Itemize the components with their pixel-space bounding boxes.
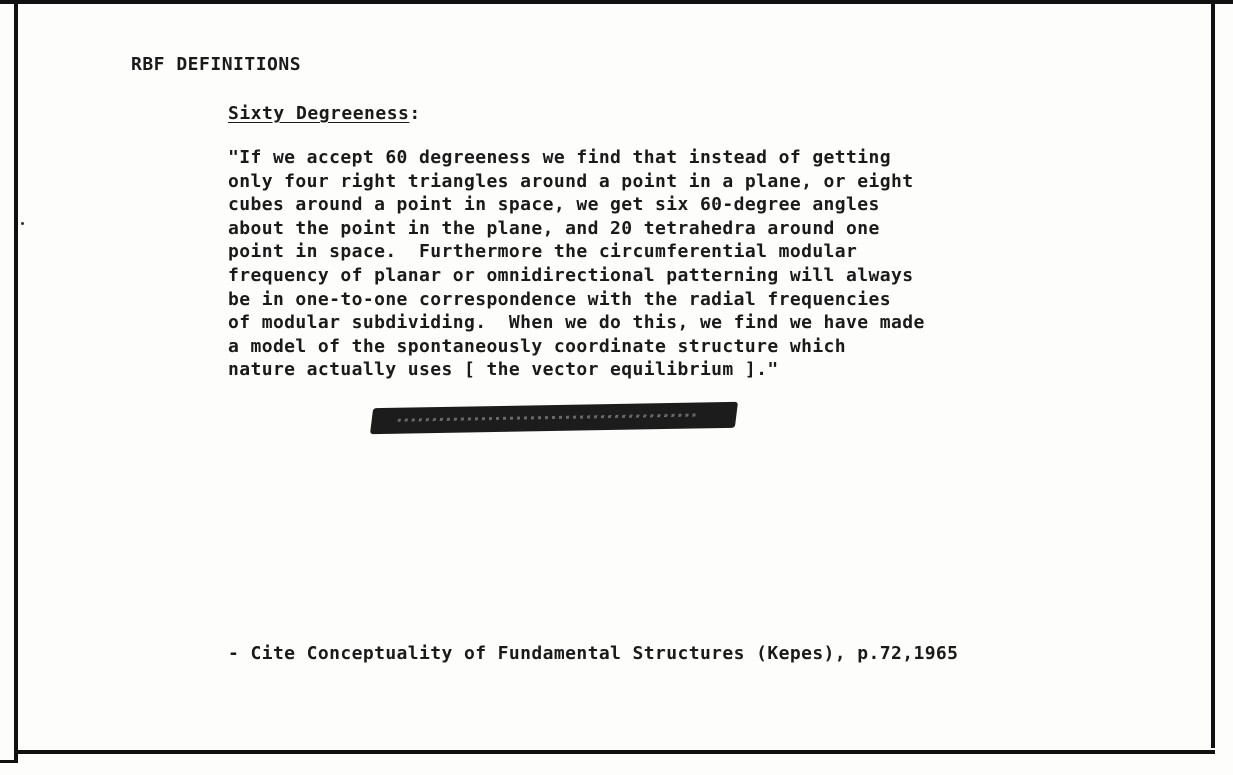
term-title: Sixty Degreeness	[228, 103, 410, 124]
card-border-bottom	[14, 750, 1215, 754]
paper-speck	[21, 222, 24, 225]
card-border-corner	[0, 760, 18, 763]
quote-line: cubes around a point in space, we get six 60-degree angles	[228, 194, 880, 216]
quote-line: a model of the spontaneously coordinate structure which	[228, 335, 847, 357]
term-heading	[228, 103, 421, 124]
quote-line: frequency of planar or omnidirectional patterning will always	[228, 264, 914, 286]
definition-quote	[228, 146, 1188, 382]
quote-line: about the point in the plane, and 20 tetrahedra around one	[228, 217, 880, 239]
redaction-mark	[370, 402, 738, 434]
quote-line: nature actually uses [ the vector equilibrium ]."	[228, 359, 779, 381]
quote-line: point in space. Furthermore the circumferential modular	[228, 241, 858, 263]
quote-line: be in one-to-one correspondence with the radial frequencies	[228, 288, 891, 310]
card-border-left	[14, 0, 18, 762]
citation: - Cite Conceptuality of Fundamental Structures (Kepes), p.72,1965	[228, 643, 959, 664]
document-header: RBF DEFINITIONS	[131, 54, 302, 75]
term-colon: :	[409, 103, 421, 124]
card-border-right	[1211, 0, 1215, 748]
quote-line: of modular subdividing. When we do this, we find we have made	[228, 312, 925, 334]
quote-line: "If we accept 60 degreeness we find that instead of getting	[228, 147, 891, 168]
quote-line: only four right triangles around a point in a plane, or eight	[228, 170, 914, 192]
card-border-top	[0, 0, 1233, 4]
